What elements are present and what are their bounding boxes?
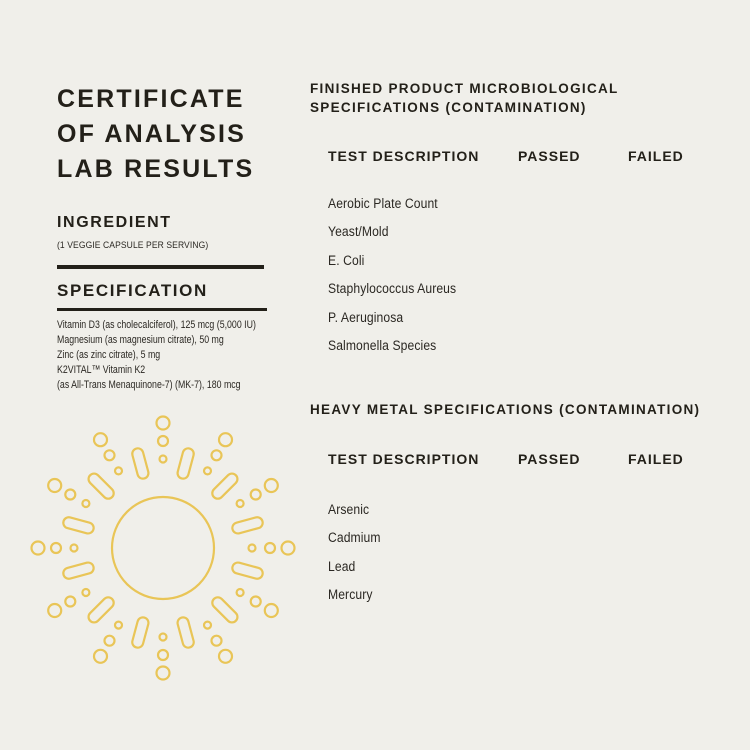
test-description-label: Staphylococcus Aureus	[328, 281, 457, 297]
serving-note	[57, 240, 297, 251]
table-row	[310, 218, 750, 247]
specification-heading: SPECIFICATION	[57, 281, 208, 300]
failed-cell	[628, 500, 750, 518]
table-row	[310, 275, 750, 304]
column-header-failed: FAILED	[628, 148, 684, 164]
right-column	[310, 0, 750, 750]
passed-cell	[518, 194, 628, 212]
page-title	[57, 82, 297, 187]
test-description-label: Yeast/Mold	[328, 224, 389, 240]
passed-cell	[518, 251, 628, 269]
specification-item: Zinc (as zinc citrate), 5 mg	[57, 349, 161, 361]
passed-cell	[518, 337, 628, 355]
divider-rule	[57, 308, 267, 311]
table-row	[310, 246, 750, 275]
test-description-label: Mercury	[328, 587, 373, 603]
failed-cell	[628, 586, 750, 604]
page-title-line: CERTIFICATE	[57, 85, 245, 113]
column-header-passed: PASSED	[518, 451, 581, 467]
column-header-test-description: TEST DESCRIPTION	[328, 451, 480, 467]
test-description-label: P. Aeruginosa	[328, 309, 404, 325]
passed-cell	[518, 586, 628, 604]
heavy-metal-section-heading: HEAVY METAL SPECIFICATIONS (CONTAMINATION)	[310, 402, 701, 417]
specification-list	[57, 318, 297, 393]
microbiological-table-header	[310, 148, 750, 164]
test-description-label: Arsenic	[328, 501, 370, 517]
passed-cell	[518, 280, 628, 298]
microbiological-table-body	[310, 189, 750, 360]
failed-cell	[628, 557, 750, 575]
table-row	[310, 303, 750, 332]
sun-icon	[28, 413, 298, 683]
failed-cell	[628, 280, 750, 298]
specification-item: Vitamin D3 (as cholecalciferol), 125 mcg (5,000 IU)	[57, 319, 256, 331]
divider-rule	[57, 265, 264, 269]
table-row	[310, 581, 750, 610]
test-description-label: Lead	[328, 558, 356, 574]
serving-note-text: (1 VEGGIE CAPSULE PER SERVING)	[57, 240, 209, 251]
passed-cell	[518, 529, 628, 547]
specification-item: K2VITAL™ Vitamin K2	[57, 364, 146, 376]
passed-cell	[518, 223, 628, 241]
passed-cell	[518, 500, 628, 518]
microbiological-section-heading: FINISHED PRODUCT MICROBIOLOGICAL SPECIFICATIONS (CONTAMINATION)	[310, 81, 619, 115]
failed-cell	[628, 308, 750, 326]
page-title-line: OF ANALYSIS	[57, 120, 247, 148]
left-column	[57, 82, 297, 393]
passed-cell	[518, 557, 628, 575]
column-header-passed: PASSED	[518, 148, 581, 164]
failed-cell	[628, 194, 750, 212]
passed-cell	[518, 308, 628, 326]
test-description-label: E. Coli	[328, 252, 365, 268]
failed-cell	[628, 337, 750, 355]
column-header-test-description: TEST DESCRIPTION	[328, 148, 480, 164]
specification-item: (as All-Trans Menaquinone-7) (MK-7), 180 mcg	[57, 379, 241, 391]
column-header-failed: FAILED	[628, 451, 684, 467]
failed-cell	[628, 529, 750, 547]
failed-cell	[628, 223, 750, 241]
ingredient-heading: INGREDIENT	[57, 214, 172, 231]
heavy-metal-table-body	[310, 495, 750, 609]
failed-cell	[628, 251, 750, 269]
specification-item: Magnesium (as magnesium citrate), 50 mg	[57, 334, 224, 346]
test-description-label: Cadmium	[328, 530, 381, 546]
table-row	[310, 495, 750, 524]
heavy-metal-table-header	[310, 451, 750, 467]
table-row	[310, 524, 750, 553]
table-row	[310, 332, 750, 361]
page-title-line: LAB RESULTS	[57, 155, 255, 183]
test-description-label: Aerobic Plate Count	[328, 195, 438, 211]
table-row	[310, 552, 750, 581]
test-description-label: Salmonella Species	[328, 338, 437, 354]
table-row	[310, 189, 750, 218]
